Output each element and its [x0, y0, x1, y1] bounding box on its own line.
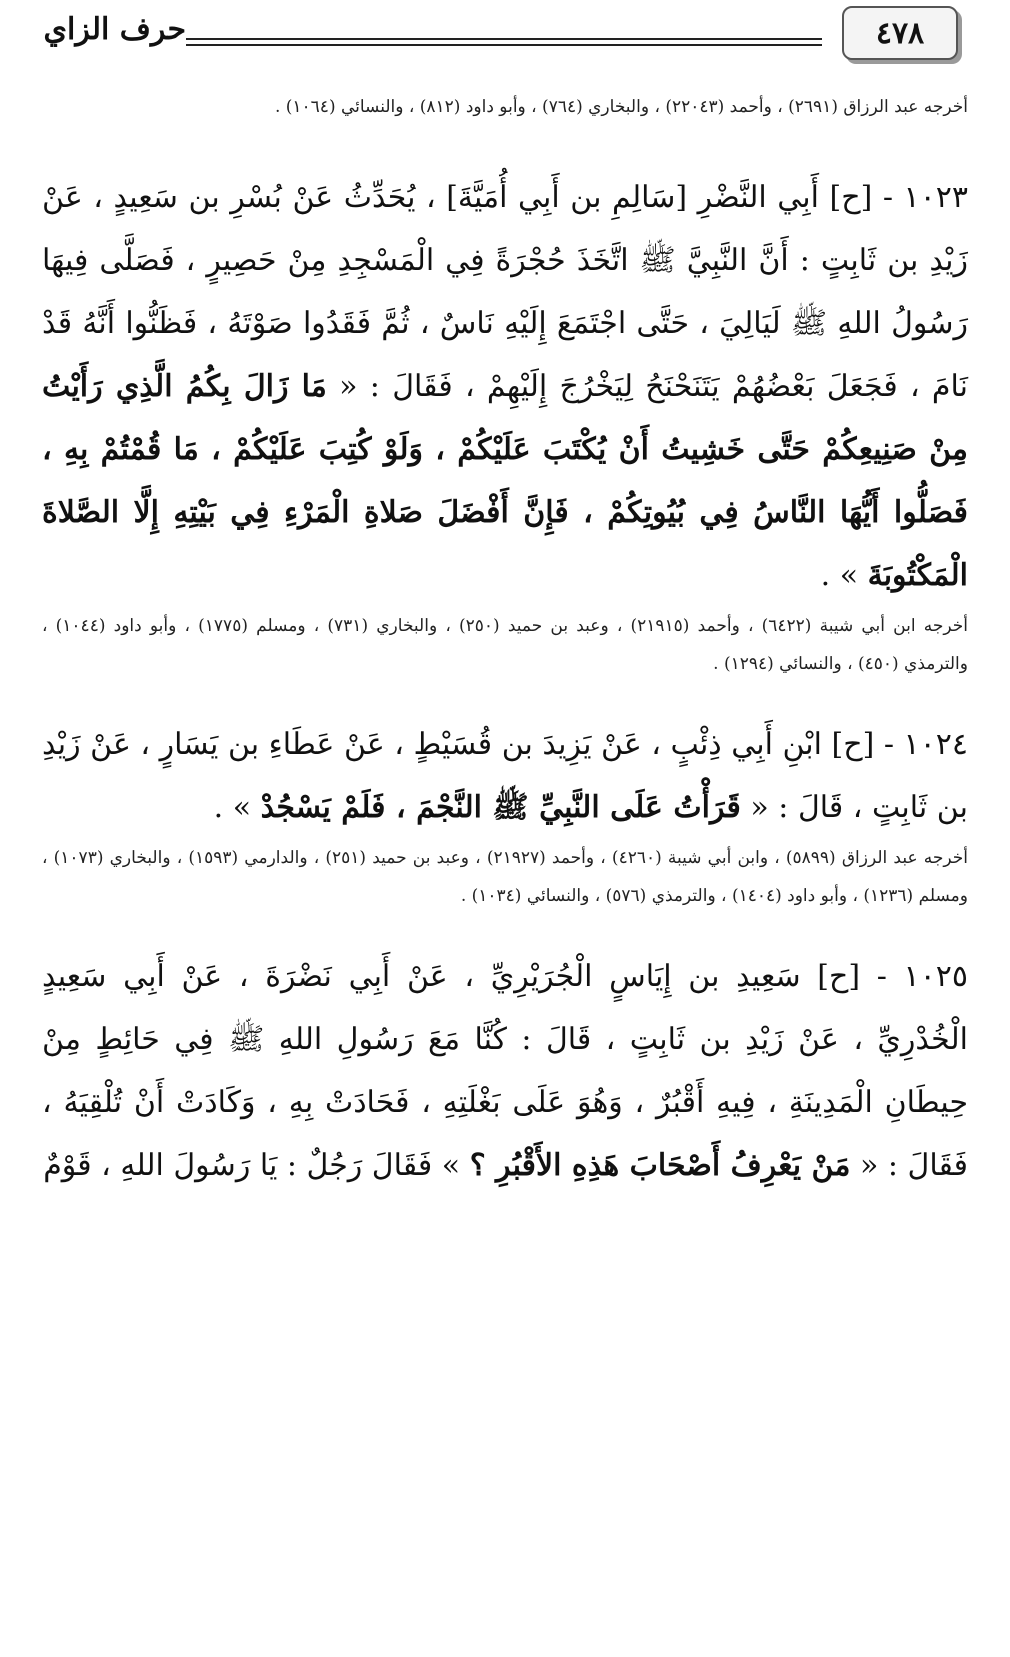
takhrij-1024: أخرجه عبد الرزاق (٥٨٩٩) ، وابن أبي شيبة (٤٢٦٠) ، وأحمد (٢١٩٢٧) ، وعبد بن حميد (٢٥١) ، والدارمي (١٥٩٣) ، والبخاري (١٠٧٣) ، ومسلم (١٢٣٦) ، وأبو داود (١٤٠٤) ، والترمذي (٥٧٦) ، والنسائي (١٠٣٤) . [42, 848, 969, 906]
hadith-1024 [42, 713, 968, 839]
hadith-1023 [42, 166, 968, 607]
header-rule-bottom [186, 44, 822, 46]
page-body [42, 88, 968, 1197]
page-number: ٤٧٨ [842, 6, 958, 60]
takhrij-1023: أخرجه ابن أبي شيبة (٦٤٢٢) ، وأحمد (٢١٩١٥) ، وعبد بن حميد (٢٥٠) ، والبخاري (٧٣١) ، ومسلم (١٧٧٥) ، وأبو داود (١٠٤٤) ، والترمذي (٤٥٠) ، والنسائي (١٢٩٤) . [42, 616, 968, 674]
hadith-matn: مَنْ يَعْرِفُ أَصْحَابَ هَذِهِ الأَقْبُرِ ؟ [469, 1148, 851, 1183]
hadith-isnad: ١٠٢٤ - [ح] ابْنِ أَبِي ذِئْبٍ ، عَنْ يَزِيدَ بن قُسَيْطٍ ، عَنْ عَطَاءِ بن يَسَارٍ ، عَنْ زَيْدِ بن ثَابِتٍ ، قَالَ : « [42, 727, 968, 825]
hadith-tail: » . [820, 558, 859, 593]
hadith-1025 [42, 945, 968, 1197]
hadith-matn: قَرَأْتُ عَلَى النَّبِيِّ ﷺ النَّجْمَ ، فَلَمْ يَسْجُدْ [260, 790, 741, 825]
hadith-tail: » . [213, 790, 252, 825]
header-rule-top [186, 38, 822, 40]
hadith-isnad: ١٠٢٣ - [ح] أَبِي النَّضْرِ [سَالِمِ بن أَبِي أُمَيَّةَ] ، يُحَدِّثُ عَنْ بُسْرِ بن سَعِيدٍ ، عَنْ زَيْدِ بن ثَابِتٍ : أَنَّ النَّبِيَّ ﷺ اتَّخَذَ حُجْرَةً فِي الْمَسْجِدِ مِنْ حَصِيرٍ ، فَصَلَّى فِيهَا رَسُولُ اللهِ ﷺ لَيَالِيَ ، حَتَّى اجْتَمَعَ إِلَيْهِ نَاسٌ ، ثُمَّ فَقَدُوا صَوْتَهُ ، فَظَنُّوا أَنَّهُ قَدْ نَامَ ، فَجَعَلَ بَعْضُهُمْ يَتَنَحْنَحُ لِيَخْرُجَ إِلَيْهِمْ ، فَقَالَ : « [42, 180, 968, 404]
hadith-isnad: ١٠٢٥ - [ح] سَعِيدِ بن إِيَاسٍ الْجُرَيْرِيِّ ، عَنْ أَبِي نَضْرَةَ ، عَنْ أَبِي سَعِيدٍ الْخُدْرِيِّ ، عَنْ زَيْدِ بن ثَابِتٍ ، قَالَ : كُنَّا مَعَ رَسُولِ اللهِ ﷺ فِي حَائِطٍ مِنْ حِيطَانِ الْمَدِينَةِ ، فِيهِ أَقْبُرٌ ، وَهُوَ عَلَى بَغْلَتِهِ ، فَحَادَتْ بِهِ ، وَكَادَتْ أَنْ تُلْقِيَهُ ، فَقَالَ : « [42, 959, 968, 1183]
hadith-tail: » فَقَالَ رَجُلٌ : يَا رَسُولَ اللهِ ، قَوْمٌ [43, 1148, 461, 1183]
hadith-matn: مَا زَالَ بِكُمُ الَّذِي رَأَيْتُ مِنْ صَنِيعِكُمْ حَتَّى خَشِيتُ أَنْ يُكْتَبَ عَلَيْكُمْ ، وَلَوْ كُتِبَ عَلَيْكُمْ ، مَا قُمْتُمْ بِهِ ، فَصَلُّوا أَيُّهَا النَّاسُ فِي بُيُوتِكُمْ ، فَإِنَّ أَفْضَلَ صَلاةِ الْمَرْءِ فِي بَيْتِهِ إِلَّا الصَّلاةَ الْمَكْتُوبَةَ [42, 369, 968, 593]
footnote-previous: أخرجه عبد الرزاق (٢٦٩١) ، وأحمد (٢٢٠٤٣) ، والبخاري (٧٦٤) ، وأبو داود (٨١٢) ، والنسائي (١٠٦٤) . [274, 97, 968, 117]
running-title: حرف الزاي [43, 12, 186, 47]
